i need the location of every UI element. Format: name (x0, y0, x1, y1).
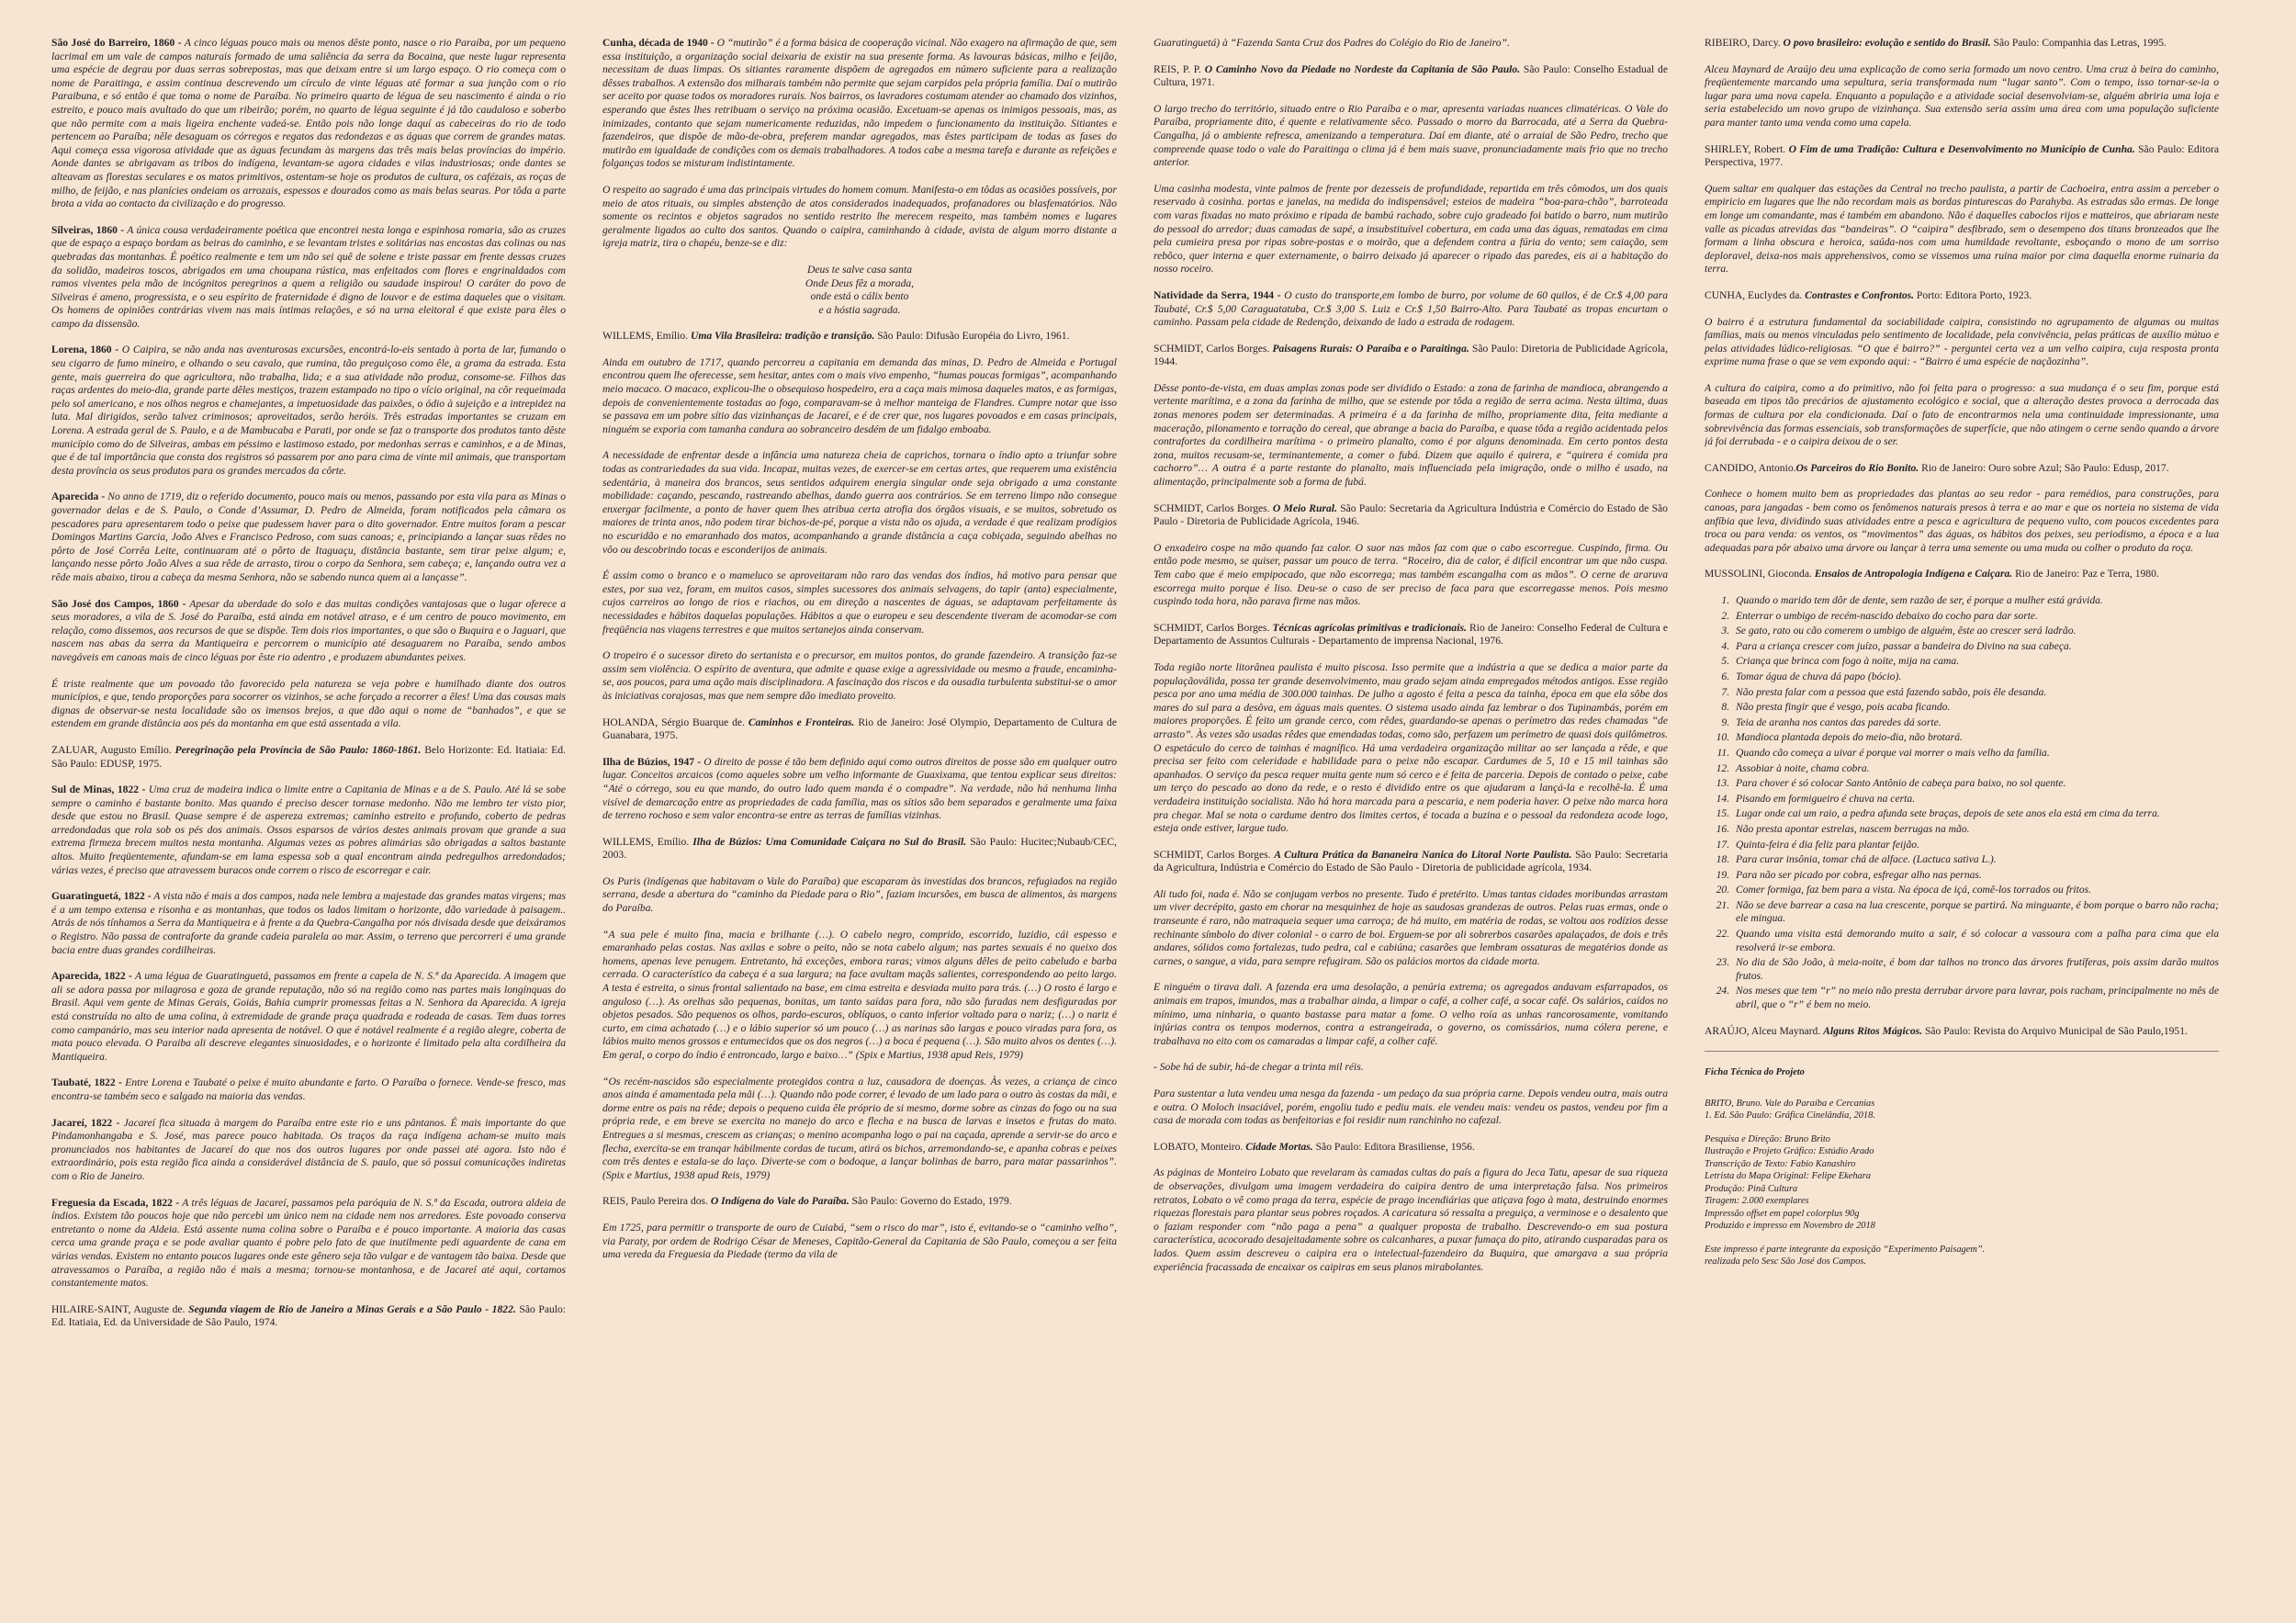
belief-item: 8. Não presta fingir que é vesgo, pois acaba ficando. (1732, 701, 2219, 715)
text-entry (602, 569, 1117, 637)
text-entry (1154, 103, 1668, 170)
text-entry (602, 1076, 1117, 1183)
verse-line: e a hóstia sagrada. (818, 303, 901, 316)
belief-item: 2. Enterrar o umbigo de recém-nascido debaixo do cocho para dar sorte. (1732, 610, 2219, 624)
belief-item: 20. Comer formiga, faz bem para a vista. Na época de içá, comê-los torrados ou fritos. (1732, 884, 2219, 897)
text-entry-labeled (51, 344, 566, 478)
text-entry-labeled (51, 1117, 566, 1184)
column-4-entries (1705, 37, 2219, 581)
belief-item: 23. No dia de São João, à meia-noite, é bom dar talhos no tronco das árvores frutíferas, pois assim darão muitos frutos. (1732, 956, 2219, 983)
entry-label: Silveiras, 1860 - (51, 223, 125, 236)
bibliographic-reference (1154, 622, 1668, 648)
reference-author: LOBATO, Monteiro. (1154, 1140, 1246, 1153)
bibliographic-reference (602, 330, 1117, 344)
reference-title: O Caminho Novo da Piedade no Nordeste da Capitania de São Paulo. (1204, 62, 1521, 75)
entry-text: No anno de 1719, diz o referido documento, pouco mais ou menos, passando por esta vila para as Minas o governador delas e de S. Paulo, o Conde d’Assumar, D. Pedro de Almeida, foram notificados pela câmara os pescadores para apresentarem todo o peixe que pudessem haver para o dito governador. Entre muitos foram a pescar Domingos Martins Garcia, João Alves e Francisco Pedroso, com suas canoas; e, principiando a lançar suas rêdes no pôrto de José Corrêa Leite, continuaram até o pôrto de Itaguaçu, distância bastante, sem tirar peixe algum; e, lançando nesse pôrto João Alves a sua rêde de arrasto, tirou o corpo da Senhora, sem cabeça; e, lançando outra vez a rêde mais abaixo, tirou a cabeça da mesma Senhora, não se sabendo nunca quem ai a lançasse”. (51, 490, 566, 583)
bibliographic-reference (602, 1195, 1117, 1209)
bibliographic-reference (1154, 343, 1668, 369)
reference-author: CUNHA, Euclydes da. (1705, 288, 1806, 301)
reference-publisher: São Paulo: Diretoria de Publicidade Agrícola, 1944. (1154, 342, 1668, 368)
reference-author: ARAÚJO, Alceu Maynard. (1705, 1024, 1824, 1037)
reference-publisher: Porto: Editora Porto, 1923. (1914, 288, 2032, 301)
entry-text: O enxadeiro cospe na mão quando faz calor. O suor nas mãos faz com que o cabo escorregue. Cuspindo, firma. Ou então pode mesmo, se quiser, passar um pouco de terra. “Roceiro, dia de calor, é difícil encontrar um que não cuspa. Tem cabo que é meio empipocado, que não escorrega; mas também escangalha com as mãos”. O cerne de araruva escorrega muito porque é liso. Deu-se o caso de ser preciso de faca para que escorregasse menos. Pois mesmo cuspindo toda hora, não parava firme nas mãos. (1154, 541, 1668, 608)
text-entry (1705, 63, 2219, 130)
bibliographic-reference (1154, 1141, 1668, 1155)
entry-text: O Caipira, se não anda nas aventurosas excursões, encontrá-lo-eis sentado à porta de lar, fumando o seu cigarro de fumo mineiro, e olhando o seu cavalo, que rumina, tão preguiçoso como êle, a grama da estrada. Esta gente, mais guerreira do que agricultora, não trabalha, lida; e a sua atividade não produz, consome-se. Filhos das raças ardentes do meio-dia, grande parte dêles mestiços, trazem estampado no tipo o vício original, na côr requeimada pelo sol americano, e nos olhos negros e chamejantes, a impetuosidade das paixões, o ódio à sujeição e a intrepidez na luta. Mal dirigidos, serão talvez criminosos; aproveitados, serão heróis. Três estradas importantes se cruzam em Lorena. A estrada geral de S. Paulo, e a de Mambucaba e Parati, por onde se faz o transporte dos produtos tanto dêste município como do de Silveiras, ambas em péssimo e lastimoso estado, por medonhas serras e caminhos, e a de Minas, que é de tal importância que consta dos registros só passarem por ano para cima de vinte mil animais, que transportam desta província os seus produtos para os grandes mercados da côrte. (51, 344, 566, 477)
text-entry (1705, 488, 2219, 555)
bibliographic-reference (602, 716, 1117, 743)
reference-publisher: São Paulo: Secretaria da Agricultura, Indústria e Comércio do Estado de São Paulo - Diretoria de publicidade agrícola, 1934. (1154, 848, 1668, 874)
reference-publisher: Rio de Janeiro: José Olympio, Departamento de Cultura de Guanabara, 1975. (602, 716, 1117, 742)
belief-item: 6. Tomar água de chuva dá papo (bócio). (1732, 671, 2219, 684)
reference-author: SHIRLEY, Robert. (1705, 142, 1789, 155)
bibliographic-reference (1705, 289, 2219, 303)
belief-item: 11. Quando cão começa a uivar é porque vai morrer o mais velho da família. (1732, 747, 2219, 761)
ficha-tecnica (1705, 1066, 2219, 1268)
entry-label: Lorena, 1860 - (51, 344, 119, 356)
belief-item: 1. Quando o marido tem dôr de dente, sem razão de ser, é porque a mulher está grávida. (1732, 594, 2219, 608)
text-entry-labeled (51, 783, 566, 877)
entry-text: Para sustentar a luta vendeu uma nesga da fazenda - um pedaço da sua própria carne. Depois vendeu outra, mais outra e outra. O Moloch insaciável, porém, engoliu tudo e pediu mais. ele vendeu mais: vendeu os pastos, vendeu por fim a casa de morada com todas as benfeitorias e foi residir num ranchinho no cafezal. (1154, 1088, 1668, 1127)
verse-line: onde está o cálix bento (810, 290, 909, 303)
reference-title: Ilha de Búzios: Uma Comunidade Caiçara no Sul do Brasil. (692, 835, 967, 848)
bibliographic-reference (1154, 63, 1668, 90)
belief-item: 4. Para a criança crescer com juízo, passar a bandeira do Divino na sua cabeça. (1732, 640, 2219, 654)
entry-text: - Sobe há de subir, há-de chegar a trinta mil réis. (1154, 1061, 1364, 1074)
reference-author: REIS, P. P. (1154, 62, 1205, 75)
bibliographic-reference (51, 1303, 566, 1330)
ficha-credit-line: Produzido e impresso em Novembro de 2018 (1705, 1221, 1875, 1232)
entry-text: A cultura do caipira, como a do primitivo, não foi feita para o progresso: a sua mudança é o seu fim, porque está baseada em tipos tão precários de ajustamento ecológico e social, que a alteração destes provoca a derrocada das formas de cultura por ela condicionada. Daí o fato de encontrarmos nela uma continuidade impressionante, uma sobrevivência das formas essenciais, sob transformações de superfície, que não atingem o cerne senão quando a árvore já foi derrubada - e o caipira deixou de o ser. (1705, 381, 2219, 448)
reference-title: Ensaios de Antropologia Indígena e Caiçara. (1814, 568, 2013, 580)
text-entry (602, 449, 1117, 557)
reference-publisher: São Paulo: Editora Brasiliense, 1956. (1312, 1140, 1475, 1153)
ficha-edition: 1. Ed. São Paulo: Gráfica Cinelândia, 2018. (1705, 1110, 1875, 1121)
entry-label: Taubaté, 1822 - (51, 1076, 122, 1089)
ficha-credit-line: Pesquisa e Direção: Bruno Brito (1705, 1133, 1830, 1144)
ficha-footer-line: realizada pelo Sesc São José dos Campos. (1705, 1257, 1866, 1268)
entry-label: Natividade da Serra, 1944 - (1154, 288, 1281, 301)
verse-line: Deus te salve casa santa (807, 263, 912, 276)
araujo-reference (1705, 1025, 2219, 1039)
reference-author: SCHMIDT, Carlos Borges. (1154, 848, 1275, 861)
bibliographic-reference (1154, 849, 1668, 875)
text-entry (51, 678, 566, 731)
reference-author: RIBEIRO, Darcy. (1705, 37, 1784, 49)
entry-text: Toda região norte litorânea paulista é muito piscosa. Isso permite que a indústria a que se dedica a maior parte da populaçãoválida, possa ter grande desenvolvimento, mau grado sejam ainda empregados métodos antigos. Esse região pesca por ano uma média de 300.000 tainhas. De julho a agosto é feita a pesca da tainha, época em que ela sôbe dos mares do sul para a desôva, em águas mais quentes. O sistema usado ainda faz lembrar o dos Tupinambás, porém em maiores proporções. É feito um grande cerco, com rêdes, guardando-se apenas o perímetro das redes chamadas “de arrasto”. Às vezes são usadas rêdes que emendadas todas, como são, perfazem um perímetro de quasi dois quilômetros. O espetáculo do cerco de tainhas é magnífico. Há uma verdadeira organização militar ao ser lançada a rêde, e que precisa ser feito com celeridade e habilidade para o peixe não escapar. Cardumes de 5, 10 e 15 mil tainhas são apanhados. O serviço da pesca requer muita gente num só cerco e é feita de parceria. Depois de contado o peixe, cabe um terço do pescado ao dono da rede, e o resto é dividido entre os que ajudaram a lançá-la e recolhê-la. É uma verdadeira instituição socialista. Não há hora marcada para a pescaria, e nem poderia haver. O peixe não marca hora pra chegar. Mal se nota o cardume dentro dos limites certos, é tocada a buzina e o pessoal da redondeza acode logo, esteja onde estiver, largue tudo. (1154, 660, 1668, 835)
reference-title: O Meio Rural. (1272, 502, 1337, 514)
entry-text: O custo do transporte,em lombo de burro, por volume de 60 quilos, é de Cr.$ 4,00 para Taubaté, Cr.$ 5,00 Caraguatatuba, Cr.$ 3,00 S. Luiz e Cr.$ 1,50 Bairro-Alto. Para Taubaté as tropas encurtam o caminho. Passam pela cidade de Redenção, deixando de lado a estrada de rodagem. (1154, 288, 1668, 329)
reference-publisher: Belo Horizonte: Ed. Itatiaia: Ed. São Paulo: EDUSP, 1975. (51, 743, 566, 770)
entry-text: Em 1725, para permitir o transporte de ouro de Cuiabá, “sem o risco do mar”, isto é, evitando-se o “caminho velho”, via Paraty, por ordem de Rodrigo César de Meneses, Capitão-General da Capitania de São Paulo, começou a ser feita uma vereda da Freguesia da Piedade (termo da vila de (602, 1221, 1117, 1261)
entry-text: “Os recém-nascidos são especialmente protegidos contra a luz, causadora de doenças. Às vezes, a criança de cinco anos ainda é amamentada pela mãi (…). Quando não pode correr, é levado de um lado para o outro às costas da mãi, e dorme entre os pais na rêde; depois o pequeno cuida êle próprio de si mesmo, dorme sobre as cinzas do fogo ou na sua própria rede, e em breve se exercita no manejo do arco e flecha e na busca de larvas e insetos e frutas do mato. Entregues a si mesmas, crescem as crianças; o menino acompanha logo o pai na caçada, aprende a servir-se do arco e flecha, exercita-se em tranqar hábilmente cordas de tucum, atirá os bichos, arremondando-se, e apanha cobras e peixes com três dentes e estala-se do laço. Diverte-se com o bodoque, a lançar bolinhas de barro, para matar passarinhos”. (Spix e Martius, 1938 apud Reis, 1979) (602, 1075, 1117, 1181)
ficha-credit-line: Letrista do Mapa Original: Felipe Ekehara (1705, 1171, 1871, 1182)
text-entry-labeled (51, 37, 566, 211)
ficha-credit-line: Ilustração e Projeto Gráfico: Estúdio Arado (1705, 1146, 1874, 1157)
entry-text: “A sua pele é muito fina, macia e brilhante (…). O cabelo negro, comprido, escorrido, luzidio, cái espesso e emaranhado pelas costas. Nas axilas e sobre o peito, não se nota cabelo algum; nas partes sexuais é no queixo dos homens, apenas leve penugem. Entretanto, há exceções, embora raras; vimos alguns dêles de peito cabeludo e barba cerrada. O característico da cabeça é a sua largura; na face avultam maçãs salientes, correspondendo ao peito largo. A testa é estreita, o sinus frontal salientado na base, em cima estreita e desviada muito para trás. (…) O rosto é largo e anguloso (…). As orelhas são pequenas, bonitas, um tanto saídas para fora, não são furadas nem desfiguradas por objetos pesados. São pequenos os olhos, pardo-escuros, oblíquos, o canto inferior voltado para o nariz; (…) o nariz é curto, em cima achatado (…) e o lábio superior só um pouco (…) as narinas são largas e pouco viradas para fora, os lábios muito menos grossos e entumecidos que os dos negros (…) a boca é pequena (…). São muito alvos os dentes (…). Em geral, o corpo do índio é entroncado, largo e baixo…” (Spix e Martius, 1938 apud Reis, 1979) (602, 928, 1117, 1061)
belief-item: 16. Não presta apontar estrelas, nascem berrugas na mão. (1732, 823, 2219, 837)
reference-title: A Cultura Prática da Bananeira Nanica do Litoral Norte Paulista. (1274, 848, 1572, 861)
belief-item: 3. Se gato, rato ou cão comerem o umbigo de alguém, êste ao crescer será ladrão. (1732, 625, 2219, 638)
entry-text: O respeito ao sagrado é uma das principais virtudes do homem comum. Manifesta-o em tôdas as ocasiões possíveis, por meio de atos rituais, ou simples abstenção de atos considerados inadequados, profanadores ou blasfematórios. Não somente os recintos e objetos sagrados no sentido restrito lhe merecem respeito, mas também nomes e lugares geralmente ligados ao culto dos santos. Quando o caipira, caminhando à cidade, avista de algum morro distante a igreja matriz, tira o chapéu, benze-se e diz: (602, 183, 1117, 250)
belief-item: 22. Quando uma visita está demorando muito a sair, é só colocar a vassoura com a palha para cima que ela resolverá ir-se embora. (1732, 928, 2219, 954)
text-entry (1705, 382, 2219, 449)
bibliographic-reference (51, 744, 566, 771)
ficha-footer-line: Este impresso é parte integrante da exposição “Experimento Paisagem”. (1705, 1244, 1986, 1255)
belief-item: 10. Mandioca plantada depois do meio-dia, não brotará. (1732, 731, 2219, 745)
text-entry (1154, 183, 1668, 276)
reference-author: SCHMIDT, Carlos Borges. (1154, 502, 1273, 514)
text-entry (1154, 1167, 1668, 1274)
bibliographic-reference (1705, 462, 2219, 476)
text-entry-labeled (51, 890, 566, 957)
entry-label: Jacareí, 1822 - (51, 1116, 120, 1129)
reference-author: MUSSOLINI, Gioconda. (1705, 568, 1815, 580)
reference-publisher: Rio de Janeiro: Ouro sobre Azul; São Paulo: Edusp, 2017. (1919, 461, 2169, 474)
text-entry (602, 929, 1117, 1063)
belief-item: 24. Nos meses que tem “r” no meio não presta derrubar árvore para lavrar, pois racham, principalmente no mês de abril, que o “r” é bem no meio. (1732, 985, 2219, 1011)
entry-text: Quem saltar em qualquer das estações da Central no trecho paulista, a partir de Cachoeira, entra assim a perceber o empiricio em lugares que lhe não recordam mais as bordas pinturescas do Parahyba. As estradas são ermas. De longe em longe um comandante, mas é também em abandono. Não é daquelles caboclos rijos e matteiros, que abriaram neste valle as picadas atrevidas das “bandeiras”. O “caipira” desfibrado, sem o desempeno dos titans bronzeados que lhe formam a linha obscura e heroica, saúda-nos com uma humildade revoltante, esboçando o mono de um sorriso deploravel, deixa-nos mais apprehensivos, como se vissemos uma ruina maior por cima daquella enorme ruinaria da terra. (1705, 182, 2219, 276)
reference-author: SCHMIDT, Carlos Borges. (1154, 342, 1273, 355)
text-entry-labeled (602, 756, 1117, 823)
reference-author: SCHMIDT, Carlos Borges. (1154, 621, 1273, 634)
text-entry-labeled (51, 1197, 566, 1291)
text-entry-labeled (51, 490, 566, 584)
reference-title: Cidade Mortas. (1245, 1140, 1313, 1153)
reference-title: Caminhos e Fronteiras. (748, 716, 855, 728)
entry-label: São José do Barreiro, 1860 - (51, 37, 182, 49)
column-2 (602, 37, 1117, 1605)
belief-item: 15. Lugar onde cai um raio, a pedra afunda sete braças, depois de sete anos ela está em cima da terra. (1732, 807, 2219, 821)
entry-text: É assim como o branco e o mameluco se aproveitaram não raro das vendas dos índios, há motivo para pensar que estes, por sua vez, foram, em muitos casos, simples sucessores dos animais selvagens, do tapir (anta) especialmente, cujos carreiros ao longo de rios e riachos, ou em direção a nascentes de águas, se adaptavam perfeitamente às necessidades e hábitos daquelas populações. Hábitos a que o europeu e seu descendente tiveram de acomodar-se com freqüência nas viagens terrestres e que muitos sertanejos ainda conservam. (602, 569, 1117, 636)
entry-text: Dêsse ponto-de-vista, em duas amplas zonas pode ser dividido o Estado: a zona de farinha de mandioca, abrangendo a vertente marítima, e a zona da farinha de milho, que se estende por tôda a região de serra acima. Nesta última, duas zonas menores podem ser determinadas. A primeira é a da farinha de milho, propriamente dita, feita mediante a maceração, pilonamento e torração do cereal, que abrange a bacia do Paraíba, e quase tôda a região acidentada pelos contrafortes da cordilheira marítima - o primeiro planalto, como é por alguns denominada. Em certo pontos desta zona, muitos recusam-se, terminantemente, a comer o fubá. Dizem que aquilo é quirera, e “quirera é comida pra cachorro”… A outra é a parte restante do planalto, mais influenciada pela imigração, onde o milho é usado, na alimentação, principalmente sob a forma de fubá. (1154, 381, 1668, 489)
entry-text: O largo trecho do território, situado entre o Rio Paraíba e o mar, apresenta variadas nuances climatéricas. O Vale do Paraíba, propriamente dito, é quente e relativamente sêco. Passado o morro da Barrocada, até a Serra da Quebra-Cangalha, já o ambiente refresca, amenizando a temperatura. Daí em diante, até o arraial de São Pedro, trecho que compreende quase todo o vale do Paraitinga o clima já é bem mais suave, pronunciadamente mais frio que no trecho anterior. (1154, 102, 1668, 169)
bibliographic-reference (1705, 143, 2219, 170)
reference-publisher: São Paulo: Revista do Arquivo Municipal de São Paulo,1951. (1922, 1024, 2188, 1037)
text-entry (1154, 661, 1668, 836)
reference-title: Os Parceiros do Rio Bonito. (1795, 461, 1919, 474)
text-entry (602, 1222, 1117, 1262)
entry-text: O direito de posse é tão bem definido aqui como outros direitos de posse são em qualquer outro lugar. Conceitos arcaicos (como aqueles sobre um velho informante de Guaxixama, que tentou explicar seus direitos: “Até o córrego, sou eu que mando, do outro lado quem manda é o compadre”. Na verdade, não há nenhuma linha visível de demarcação entre as propriedades de cada família, mas os sítios são bem separados e geralmente uma faixa de terreno rochoso e sem valor encontra-se entre as terras de famílias vizinhas. (602, 755, 1117, 822)
text-entry-labeled (51, 598, 566, 665)
reference-title: Uma Vila Brasileira: tradição e transição. (690, 330, 875, 343)
text-entry-labeled (602, 37, 1117, 171)
text-entry (1154, 981, 1668, 1048)
belief-item: 17. Quinta-feira é dia feliz para plantar feijão. (1732, 839, 2219, 852)
entry-label: Ilha de Búzios, 1947 - (602, 755, 702, 768)
belief-item: 13. Para chover é só colocar Santo Antônio de cabeça para baixo, no sol quente. (1732, 777, 2219, 791)
reference-author: WILLEMS, Emílio. (602, 835, 693, 848)
reference-publisher: São Paulo: Editora Perspectiva, 1977. (1705, 142, 2219, 169)
ficha-title: Ficha Técnica do Projeto (1705, 1067, 1805, 1078)
text-entry (1154, 37, 1668, 51)
reference-publisher: São Paulo: Secretaria da Agricultura Indústria e Comércio do Estado de São Paulo - Diretoria de Publicidade Agrícola, 1946. (1154, 502, 1668, 528)
entry-text: O “mutirão” é a forma básica de cooperação vicinal. Não exagero na afirmação de que, sem essa instituição, a organização social deixaria de existir na sua presente forma. As lavouras básicas, milho e feijão, necessitam de duas limpas. Os sitiantes raramente dispõem de agregados em número suficiente para a realização dêsses trabalhos. A extensão dos milharais também não permite que sejam carpidos pela própria família. Daí o mutirão ser aceito por quase todos os moradores rurais. Nos bairros, os lavradores costumam atender ao chamado dos vizinhos, esperando que êstes lhes retribuam o serviço na próxima ocasião. Excetuam-se apenas os inimigos pessoais, mas, as inimizades, contanto que sejam numericamente reduzidas, não impedem o funcionamento da instituição. Sitiantes e fazendeiros, que dispõe de mão-de-obra, preferem mandar agregados, mas êstes participam de todas as fases do mutirão em igualdade de condições com os demais trabalhadores. A todos cabe a mesma tarefa e durante as refeições e folganças todos se misturam indistintamente. (602, 37, 1117, 170)
belief-item: 14. Pisando em formigueiro é chuva na certa. (1732, 793, 2219, 806)
reference-author: HILAIRE-SAINT, Auguste de. (51, 1302, 189, 1315)
section-divider (1705, 1051, 2219, 1052)
reference-title: Segunda viagem de Rio de Janeiro a Minas Gerais e a São Paulo - 1822. (188, 1302, 516, 1315)
belief-item: 7. Não presta falar com a pessoa que está fazendo sabão, pois êle desanda. (1732, 686, 2219, 700)
verse-quote (602, 264, 1117, 317)
reference-title: Técnicas agrícolas primitivas e tradicionais. (1272, 621, 1467, 634)
entry-text: O tropeiro é o sucessor direto do sertanista e o precursor, em muitos pontos, do grande fazendeiro. A transição faz-se assim sem violência. O espírito de aventura, que admite e quase exige a agressividade ou mesmo a fraude, encaminha-se, aos poucos, para uma ação mais disciplinadora. A fascinação dos riscos e da ousadia turbulenta substitui-se o amor às iniciativas corajosas, mas que nem sempre dão imediato proveito. (602, 649, 1117, 702)
belief-item: 9. Teia de aranha nos cantos das paredes dá sorte. (1732, 716, 2219, 730)
entry-text: Os Puris (indígenas que habitavam o Vale do Paraíba) que escaparam às investidas dos brancos, refugiados na região serrana, desde a abertura do “caminho da Piedade para o Rio”, faziam incursões, em busca de alimentos, às margens do Paraíba. (602, 874, 1117, 915)
reference-publisher: São Paulo: Difusão Européia do Livro, 1961. (874, 330, 1070, 343)
ficha-credit-line: Transcrição de Texto: Fabio Kanashiro (1705, 1158, 1856, 1169)
reference-publisher: São Paulo: Companhia das Letras, 1995. (1990, 37, 2167, 49)
entry-label: Aparecida - (51, 490, 106, 503)
entry-text: E ninguém o tirava dali. A fazenda era uma desolação, a penúria extrema; os agregados andavam esfarrapados, os animais em trapos, imundos, mas a trabalhar ainda, a limpar o café, a colher café, a socar café. Os salários, caídos no mínimo, uma ninharia, o quanto bastasse para matar a fome. O velho roía as unhas rancorosamente, vomitando injúrias contra os tempos modernos, contra a estrangeirada, o governo, os comissários, numa cólera perene, e trabalhava no eito com os camaradas a limpar café, a colher café. (1154, 981, 1668, 1047)
entry-text: Uma cruz de madeira indica o limite entre a Capitania de Minas e a de S. Paulo. Até lá se sobe sempre o caminho é bastante bonito. Mas quando é preciso descer tornase medonho. Não me lembro ter visto pior, desde que estou no Brasil. Quase sempre é de aspereza extremas; caminho estreito e profundo, coberto de pedras arredondadas que rola sob os pés dos animais. Ossos esparsos de vários destes animais provam que grande a sua extrema firmeza brecem muitos nesta montanha. Algumas vezes as pobres alimárias são obrigadas a saltos bastante altos. Muito freqüentemente, afundam-se em lama espessa sob a qual encontram ainda pedregulhos arredondados; várias vezes, é preciso que atravessem buracos onde correm o risco de escorregar e cair. (51, 783, 566, 876)
reference-author: WILLEMS, Emílio. (602, 330, 691, 343)
text-entry-labeled (51, 970, 566, 1064)
entry-text: É triste realmente que um povoado tão favorecido pela natureza se veja pobre e humilhado diante dos outros municípios, e que, tendo proporções para socorrer os vizinhos, se ache forçado a recorrer a êles! Uma das cousas mais dignas de observar-se nesta localidade são os imensos brejos, a que dão aqui o nome de “banhados”, e que se estendem em grande distância aos pés da montanha em que está assentada a vila. (51, 677, 566, 730)
column-3 (1154, 37, 1668, 1605)
belief-item: 21. Não se deve barrear a casa na lua crescente, porque se partirá. Na minguante, é bom porque o barro não racha; ele mingua. (1732, 899, 2219, 926)
bibliographic-reference (1705, 568, 2219, 581)
reference-title: Peregrinação pela Província de São Paulo: 1860-1861. (174, 743, 422, 756)
entry-text: Apesar da uberdade do solo e das muitas condições vantajosas que o lugar oferece a seus moradores, a vila de S. José do Paraíba, está ainda em notável atraso, e é um centro de pouco movimento, em relação, como dissemos, aos recursos de que se dispõe. Tem dois rios importantes, o que são o Buquira e o Jaguari, que nascem nas abas da serra da Mantiqueira e percorrem o município até desaguarem no Paraíba, sendo ambos navegáveis em canoas mais de cinco léguas por êste rio adentro , e produzem abundantes peixes. (51, 597, 566, 663)
beliefs-list (1705, 594, 2219, 1012)
reference-publisher: Rio de Janeiro: Conselho Federal de Cultura e Departamento de Assuntos Culturais - Departamento de imprensa Nacional, 1976. (1154, 621, 1668, 648)
reference-publisher: São Paulo: Governo do Estado, 1979. (849, 1195, 1012, 1208)
entry-label: Cunha, década de 1940 - (602, 37, 715, 49)
reference-author: REIS, Paulo Pereira dos. (602, 1195, 711, 1208)
ficha-credit-line: Tiragem: 2.000 exemplares (1705, 1196, 1809, 1207)
entry-text: A cinco léguas pouco mais ou menos dêste ponto, nasce o rio Paraíba, por um pequeno lacrimal em um vale de campos naturais formado de uma saliência da serra da Bocaina, que neste lugar representa uma espécie de degrau por duas serras sobrepostas, mas que deixam entre si um largo espaço. O rio começa com o nome de Paraitinga, e assim continua descrevendo um círculo de vinte léguas até formar a sua junção com o rio Paraibuna, e só então é que toma o nome de Paraíba. No primeiro quarto de légua de seu nascimento é ainda o rio estreito, e pouco mais avultado do que um ribeirão; porém, no quarto de légua seguinte é já tão caudaloso e soberbo que não permite com a mais ligeira enchente vadeá-se. Então pois não longe daquí as cabeceiras do rio de todo pertencem ao Paraíba; nêle desaguam os córregos e regatos das redondezas e as águas que correm de grandes matas. Aqui começa essa vigorosa atividade que as águas fecundam às margens das três mais belas províncias do império. Aonde dantes se abrigavam as tribos do indígena, levantam-se agora cidades e vilas industriosas; onde dantes se alteavam as florestas seculares e os matos primitivos, ostentam-se hoje os produtos de cultura, os cafézais, as roças de milho, de feijão, e nas planícies ondeiam os arrozais, espessos e dourados como as mais belas searas. Por tôda a parte brota a vida ao contacto da civilização e do progresso. (51, 37, 566, 210)
entry-label: Aparecida, 1822 - (51, 970, 132, 983)
entry-label: Sul de Minas, 1822 - (51, 783, 146, 796)
reference-title: O Fim de uma Tradição: Cultura e Desenvolvimento no Município de Cunha. (1788, 142, 2135, 155)
column-1 (51, 37, 566, 1605)
entry-text: A única cousa verdadeiramente poética que encontrei nesta longa e espinhosa romaria, são as cruzes que de espaço a espaço bordam as beiras do caminho, e se levantam tristes e solitárias nas encostas das colinas ou nas quebradas das montanhas. É poético realmente e tem um não sei quê de solene e triste passar em frente dessas cruzes da solidão, madeiros toscos, abrigados em uma choupana rústica, mas enfeitados com flores e engrinaldados com ramos viventes pela mão de incógnitos peregrinos a quem a religião ou saudade inspirou! O caráter do povo de Silveiras é ameno, progressista, e o seu espírito de fraternidade é digno de louvor e de estima daqueles que o visitam. Os homens de opiniões contrárias vivem nas mais íntimas relações, e só na urna eleitoral é que existe para êles o campo da dissensão. (51, 223, 566, 330)
reference-author: HOLANDA, Sérgio Buarque de. (602, 716, 748, 728)
entry-text: A vista não é mais a dos campos, nada nele lembra a majestade das grandes matas virgens; mas é a um tempo extensa e risonha e as montanhas, que todos os lados limitam o horizonte, dão variedade à paisagem.. Atrás de nós tínhamos a Serra da Mantiqueira e à frente a da Quebra-Cangalha por nós divisada desde que deixáramos o Registro. Não passa de contraforte da grande cadeia paralela ao mar. Assim, o terreno que percorreri é uma grande bacia entre duas grandes cordilheiras. (51, 890, 566, 956)
belief-item: 12. Assobiar à noite, chama cobra. (1732, 762, 2219, 776)
reference-title: O povo brasileiro: evolução e sentido do Brasil. (1783, 37, 1991, 49)
reference-publisher: Rio de Janeiro: Paz e Terra, 1980. (2012, 568, 2159, 580)
ficha-credit-line: Produção: Pinã Cultura (1705, 1183, 1798, 1194)
bibliographic-reference (1154, 502, 1668, 529)
reference-publisher: São Paulo: Ed. Itatiaia, Ed. da Universidade de São Paulo, 1974. (51, 1302, 566, 1329)
entry-text: Ainda em outubro de 1717, quando percorreu a capitania em demanda das minas, D. Pedro de Almeida e Portugal encontrou quem lhe oferecesse, sem hesitar, antes com o mais vivo empenho, “humas poucas formigas”, acompanhando meio macaco. O macaco, explicou-lhe o obsequioso hospedeiro, era a caça mais mimosa daqueles matos, e as formigas, depois de convenientemente tostadas ao fogo, comparavam-se à melhor manteiga de Flandres. Cumpre notar que isso se passava em um pobre sítio das vizinhanças de Jacareí, e é de crer que, nos lugares povoados e em casas principais, ninguém se exporia com tamanha candura ao sobranceiro desdém de um fidalgo emboaba. (602, 355, 1117, 435)
entry-text: A necessidade de enfrentar desde a infância uma natureza cheia de caprichos, tornara o índio apto a triunfar sobre todas as contrariedades da sua vida. Incapaz, muitas vezes, de exercer-se em certas artes, que requerem uma existência sedentária, à maneira dos brancos, seus sentidos adquirem energia singular onde seja obrigado a uma constante mobilidade: caçando, pescando, rastreando abelhas, dando guerra aos contrários. Se em terreno limpo não consegue enxergar facilmente, a ponto de haver quem lhes atribua certa atrofia dos órgãos visuais, e se muitos, sobretudo os maiores de trinta anos, não podem tirar bichos-de-pé, porque a vista não os ajuda, a verdade é que realizam prodígios no escuridão e no emaranhado dos matos, acompanhando a grande distância a caça cobiçada, seguindo abelhas no vôo ou descobrindo tocas e esconderijos de animais. (602, 449, 1117, 556)
entry-label: Guaratinguetá, 1822 - (51, 890, 152, 903)
entry-text: A três léguas de Jacareí, passamos pela paróquia de N. S.ª da Escada, outrora aldeia de índios. Existem tão poucos hoje que não percebi um único nem na cidade nem nos arredores. Este povoado conserva entretanto o nome da Aldeia. Está assente numa colina sobre o Paraíba e é pouco importante. A maioria das casas cerca uma grande praça e se pode avaliar quanto é pobre pelo fato de que inutilmente pedi aguardente de cana em várias vendas. Existem no entanto poucos lugares onde este gênero seja tão vulgar e de vantagem tão baixa. Desde que atravessamos o Paraíba, a região não é mais a mesma; tornou-se montanhosa, e de Jacareí até aqui, cortamos constantemente matos. (51, 1196, 566, 1290)
text-entry (602, 649, 1117, 703)
reference-publisher: São Paulo: Hucitec;Nubaub/CEC, 2003. (602, 835, 1117, 862)
reference-publisher: São Paulo: Conselho Estadual de Cultura, 1971. (1154, 62, 1668, 89)
column-4 (1705, 37, 2219, 1605)
entry-text: Jacareí fica situada à margem do Paraíba entre este rio e uns pântanos. É mais importante do que Pindamonhangaba e S. José, mas parece pouco habitada. Os traços da raça indígena acham-se muito mais pronunciados nos habitantes de Jacareí do que nos dos outros lugares por onde passei até agora. Isto não é extraordinário, pois esta região fica ainda a considerável distância de S. paulo, que só possui comunicações indiretas com o Rio de Janeiro. (51, 1116, 566, 1182)
text-entry-labeled (51, 224, 566, 332)
text-entry (1705, 316, 2219, 369)
text-entry (602, 184, 1117, 251)
reference-title: Paisagens Rurais: O Paraíba e o Paraitinga. (1272, 342, 1469, 355)
entry-text: Guaratinguetá) à “Fazenda Santa Cruz dos Padres do Colégio do Rio de Janeiro”. (1154, 37, 1510, 49)
text-entry (1154, 1061, 1668, 1075)
text-entry (1705, 183, 2219, 276)
entry-text: Entre Lorena e Taubaté o peixe é muito abundante e farto. O Paraíba o fornece. Vende-se fresco, mas encontra-se também seco e salgado na maioria das vendas. (51, 1076, 566, 1102)
entry-text: As páginas de Monteiro Lobato que revelaram às camadas cultas do país a figura do Jeca Tatu, apesar de sua riqueza de observações, divulgam uma imagem verdadeira do caipira dentro de uma interpretação falsa. Nos primeiros retratos, Lobato o vê como praga da terra, espécie de prago incendiárias que atiçava fogo à mata, destruindo enormes riquezas florestais para plantar seus pobres roçados. A caricatura só ressalta a preguiça, a verminose e o desalento que o faziam responder com “não paga a pena” a qualquer proposta de trabalho. Descrevendo-o em sua postura característica, acocorado desajeitadamente sobre os calcanhares, a puxar fumaça do pito, atirando cusparadas para os lados. Quem assim descreveu o caipira era o intelectual-fazendeiro da Buquira, que amargava a sua própria experiência fracassada de encaixar os caipiras em seus planos mirabolantes. (1154, 1167, 1668, 1273)
ficha-credit-line: Impressão offset em papel colorplus 90g (1705, 1208, 1860, 1219)
verse-line: Onde Deus fêz a morada, (805, 276, 915, 289)
reference-title: O Indígena do Vale do Paraíba. (710, 1195, 850, 1208)
text-entry-labeled (1154, 289, 1668, 330)
entry-text: Uma casinha modesta, vinte palmos de frente por dezesseis de profundidade, repartida em três cômodos, um dos quais reservado à cosinha. portas e janelas, na medida do indispensável; esteios de madeira “boa-para-chão”, barroteada com varas fixadas no mato próximo e ripada de bambú rachado, sobre cujo gradeado foi batido o barro, num mutirão do pessoal do arredor; duas camadas de sapé, a insubstituível cobertura, em cada uma das águas, rematadas em cima pela cumieira presa por ripas sobre-postas e o moirão, que a defendem contra a fúria do vento; sem caiação, sem rebôco, quer interna e quer externamente, o bairro deixado já aparecer o ripado das paredes, eis ai a habitação do nosso roceiro. (1154, 182, 1668, 276)
entry-text: A uma légua de Guaratinguetá, passamos em frente a capela de N. S.ª da Aparecida. A imagem que ali se adora passa por milagrosa e goza de grande reputação, não só na região como nas partes mais longínquas do Brasil. Aqui vem gente de Minas Gerais, Goiás, Bahia cumprir promessas feitas a N. Senhora da Aparecida. A igreja está construída no alto de uma colina, à extremidade de grande praça quadrada e rodeada de casas. Tem duas torres como campanário, mas seu interior nada apresenta de notável. O que é notável realmente é a região alegre, coberta de mata pouco elevada. O Paraiba ali descreve elegantes sinuosidades, e o horizonte é limitado pela alta cordilheira da Mantiqueira. (51, 970, 566, 1063)
entry-text: Ali tudo foi, nada é. Não se conjugam verbos no presente. Tudo é pretérito. Umas tantas cidades moribundas arrastam um viver decrépito, gasto em chorar na mesquinhez de hoje as saudosas grandezas de outros. Pelas ruas ermas, onde o transeunte é raro, não matraqueia sequer uma carroça; de há muito, em matéria de rodas, se voltou aos rodízios desse rechinante símbolo do diver colonial - o carro de boi. Erguem-se por ali sobrerbos casarões apalaçados, de dois e três andares, sólidos como fortalezas, tudo pedra, cal e cabiúna; casarões que lembram ossaturas de megatérios donde as carnes, o sangue, a vida, para sempre refugiram. São os palácios mortos da cidade morta. (1154, 887, 1668, 967)
reference-author: ZALUAR, Augusto Emílio. (51, 743, 175, 756)
reference-title: Alguns Ritos Mágicos. (1823, 1024, 1923, 1037)
text-entry (1154, 1088, 1668, 1128)
entry-label: São José dos Campos, 1860 - (51, 597, 186, 610)
bibliographic-reference (602, 836, 1117, 862)
ficha-book-line: BRITO, Bruno. Vale do Paraíba e Cercanias (1705, 1098, 1875, 1109)
entry-text: Alceu Maynard de Araújo deu uma explicação de como seria formado um novo centro. Uma cruz à beira do caminho, freqüentemente marcando uma sepultura, seria transformada num “lugar santo”. Com o tempo, isso tornar-se-ia o lugar para uma nova capela. Enquanto a população e a atividade social desenvolviam-se, alguém abriria uma loja e seria estabelecido um novo grupo de vizinhança. Sua extensão seria assim uma área com uma população suficiente para manter tanto uma venda como uma capela. (1705, 62, 2219, 129)
entry-text: O bairro é a estrutura fundamental da sociabilidade caipira, consistindo no agrupamento de algumas ou muitas famílias, mais ou menos vinculadas pelo sentimento de localidade, pela convivência, pelas práticas de auxílio mútuo e pelas atividades lúdico-religiosas. “O que é bairro?” - perguntei certa vez a um velho caipira, cuja resposta pronta exprime numa frase o que se vem expondo aqui: - “Bairro é uma espécie de naçãozinha”. (1705, 315, 2219, 368)
belief-item: 18. Para curar insônia, tomar chá de alface. (Lactuca sativa L.). (1732, 853, 2219, 867)
ficha-footer (1705, 1244, 2219, 1268)
reference-title: Contrastes e Confrontos. (1805, 288, 1915, 301)
text-entry (1154, 382, 1668, 490)
text-entry (1154, 542, 1668, 609)
text-entry-labeled (51, 1076, 566, 1103)
entry-label: Freguesia da Escada, 1822 - (51, 1196, 180, 1209)
reference-author: CANDIDO, Antonio. (1705, 461, 1796, 474)
entry-text: Conhece o homem muito bem as propriedades das plantas ao seu redor - para remédios, para construções, para canoas, para jangadas - bem como os fenômenos naturais presos à terra e ao mar e que os norteia no sistema de vida anfíbia que leva, dividindo suas atividades entre a pesca e agricultura de pequeno vulto, com poucos excedentes para troca ou para venda: os ventos, os “movimentos” das águas, os hábitos dos peixes, seu periodismo, a época e a lua adequadas para pôr abaixo uma árvore ou lançar à terra uma semente ou uma muda ou colher o produto da roça. (1705, 488, 2219, 554)
ficha-credits (1705, 1133, 2219, 1233)
bibliographic-reference (1705, 37, 2219, 51)
text-entry (1154, 888, 1668, 969)
belief-item: 19. Para não ser picado por cobra, esfregar alho nas pernas. (1732, 869, 2219, 883)
text-entry (602, 875, 1117, 916)
text-entry (602, 356, 1117, 437)
belief-item: 5. Criança que brinca com fogo à noite, mija na cama. (1732, 655, 2219, 669)
